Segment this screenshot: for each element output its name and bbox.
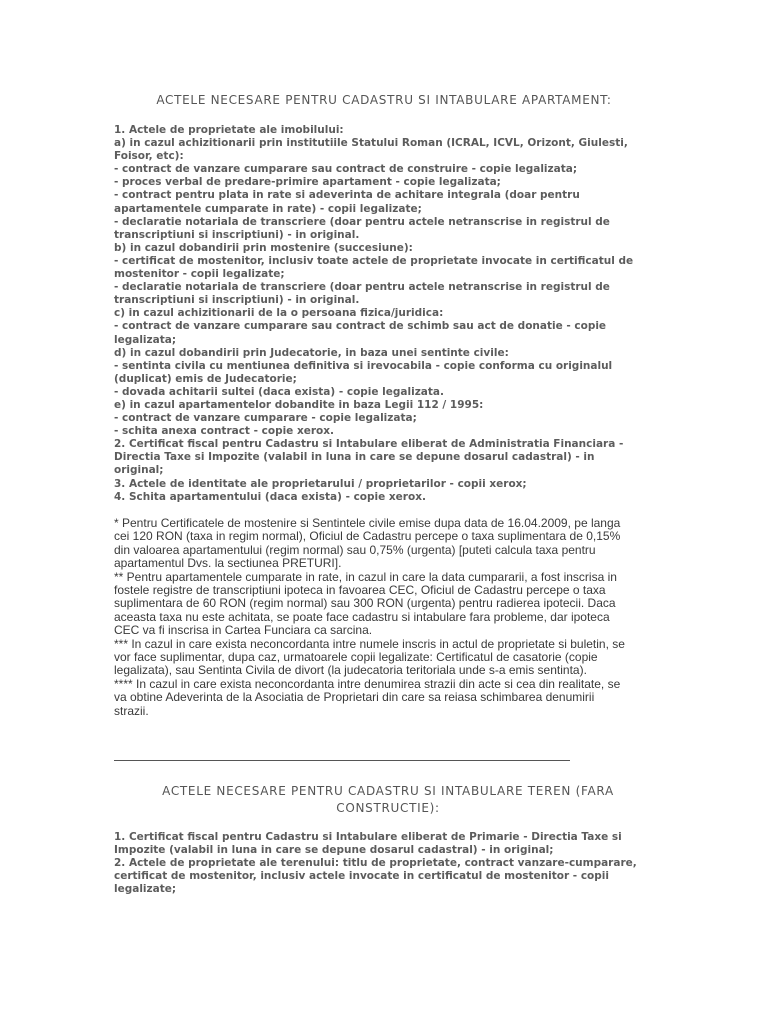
footnote-line: suplimentara de 60 RON (regim normal) sau 300 RON (urgenta) pentru radierea ipotecii. Daca bbox=[114, 596, 616, 611]
footnote-line: CEC va fi inscrisa in Cartea Funciara ca sarcina. bbox=[114, 623, 373, 638]
list-line: 2. Actele de proprietate ale terenului: titlu de proprietate, contract vanzare-cumparare, bbox=[114, 857, 637, 870]
footnote-line: *** In cazul in care exista neconcordanta intre numele inscris in actul de proprietate si buletin, se bbox=[114, 636, 625, 651]
list-line: (duplicat) emis de Judecatorie; bbox=[114, 372, 297, 385]
list-line: Directia Taxe si Impozite (valabil in luna in care se depune dosarul cadastral) - in bbox=[114, 451, 595, 464]
list-line: - contract de vanzare cumparare sau contract de schimb sau act de donatie - copie bbox=[114, 320, 607, 333]
list-line: - dovada achitarii sultei (daca exista) - copie legalizata. bbox=[114, 385, 444, 398]
list-line: a) in cazul achizitionarii prin institutiile Statului Roman (ICRAL, ICVL, Orizont, Giulesti, bbox=[114, 137, 628, 150]
land-title-line: ACTELE NECESARE PENTRU CADASTRU SI INTABULARE TEREN (FARA bbox=[162, 784, 614, 798]
list-line: c) in cazul achizitionarii de la o persoana fizica/juridica: bbox=[114, 307, 444, 320]
list-line: 2. Certificat fiscal pentru Cadastru si Intabulare eliberat de Administratia Financiara - bbox=[114, 438, 624, 451]
list-line: b) in cazul dobandirii prin mostenire (succesiune): bbox=[114, 241, 413, 254]
list-line: e) in cazul apartamentelor dobandite in baza Legii 112 / 1995: bbox=[114, 398, 484, 411]
list-line: certificat de mostenitor, inclusiv actele invocate in certificatul de mostenitor - copii bbox=[114, 870, 609, 883]
list-line: 1. Actele de proprietate ale imobilului: bbox=[114, 124, 344, 136]
land-requirements-list bbox=[114, 831, 654, 896]
footnotes bbox=[114, 517, 654, 718]
land-title-line: CONSTRUCTIE): bbox=[336, 801, 440, 815]
list-line: 4. Schita apartamentului (daca exista) - copie xerox. bbox=[114, 490, 426, 503]
footnote-line: apartamentul Dvs. la sectiunea PRETURI]. bbox=[114, 556, 342, 571]
footnote-line: cei 120 RON (taxa in regim normal), Oficiul de Cadastru percepe o taxa suplimentara de 0,15% bbox=[114, 529, 621, 544]
list-line: original; bbox=[114, 464, 164, 477]
list-line: Impozite (valabil in luna in care se depune dosarul cadastral) - in original; bbox=[114, 844, 554, 857]
list-line: - proces verbal de predare-primire apartament - copie legalizata; bbox=[114, 176, 501, 189]
list-line: - contract pentru plata in rate si adeverinta de achitare integrala (doar pentru bbox=[114, 189, 580, 202]
land-section-title bbox=[118, 783, 658, 817]
footnote-line: **** In cazul in care exista neconcordanta intre denumirea strazii din acte si cea din realitate, se bbox=[114, 676, 621, 691]
list-line: legalizate; bbox=[114, 883, 177, 896]
footnote-line: strazii. bbox=[114, 703, 149, 718]
footnote-line: vor face suplimentar, dupa caz, urmatoarele copii legalizate: Certificatul de casatorie (copie bbox=[114, 650, 598, 665]
list-line: transcriptiuni si inscriptiuni) - in original. bbox=[114, 294, 360, 307]
list-line: apartamentele cumparate in rate) - copii legalizate; bbox=[114, 202, 422, 215]
footnote-line: fostele registre de transcriptiuni ipoteca in favoarea CEC, Oficiul de Cadastru percepe o taxa bbox=[114, 583, 606, 598]
list-line: - declaratie notariala de transcriere (doar pentru actele netranscrise in registrul de bbox=[114, 281, 610, 294]
list-line: 3. Actele de identitate ale proprietarului / proprietarilor - copii xerox; bbox=[114, 477, 527, 490]
footnote-line: ** Pentru apartamentele cumparate in rate, in cazul in care la data cumpararii, a fost inscrisa in bbox=[114, 569, 617, 584]
footnote-line: va obtine Adeverinta de la Asociatia de Proprietari din care sa reiasa schimbarea denumirii bbox=[114, 690, 595, 705]
list-line: mostenitor - copii legalizate; bbox=[114, 268, 285, 281]
footnote-line: aceasta taxa nu este achitata, se poate face cadastru si intabulare fara probleme, dar ipoteca bbox=[114, 609, 610, 624]
section-divider bbox=[114, 760, 570, 761]
list-line: legalizata; bbox=[114, 333, 177, 346]
list-line: - certificat de mostenitor, inclusiv toate actele de proprietate invocate in certificatul de bbox=[114, 254, 634, 267]
list-line: - declaratie notariala de transcriere (doar pentru actele netranscrise in registrul de bbox=[114, 215, 610, 228]
list-line: transcriptiuni si inscriptiuni) - in original. bbox=[114, 228, 360, 241]
footnote-line: * Pentru Certificatele de mostenire si Sentintele civile emise dupa data de 16.04.2009, pe langa bbox=[114, 516, 621, 530]
footnote-line: din valoarea apartamentului (regim normal) sau 0,75% (urgenta) [puteti calcula taxa pentru bbox=[114, 542, 596, 557]
list-line: - contract de vanzare cumparare - copie legalizata; bbox=[114, 412, 417, 425]
footnote-line: legalizata), sau Sentinta Civila de divort (la judecatoria teritoriala unde s-a emis sentinta). bbox=[114, 663, 587, 678]
list-line: Foisor, etc): bbox=[114, 150, 184, 163]
apartment-requirements-list bbox=[114, 124, 654, 504]
apartment-section-title: ACTELE NECESARE PENTRU CADASTRU SI INTABULARE APARTAMENT: bbox=[156, 93, 612, 107]
list-line: 1. Certificat fiscal pentru Cadastru si Intabulare eliberat de Primarie - Directia Taxe si bbox=[114, 831, 622, 843]
list-line: - sentinta civila cu mentiunea definitiva si irevocabila - copie conforma cu originalul bbox=[114, 359, 613, 372]
list-line: - schita anexa contract - copie xerox. bbox=[114, 425, 335, 438]
list-line: d) in cazul dobandirii prin Judecatorie, in baza unei sentinte civile: bbox=[114, 346, 509, 359]
list-line: - contract de vanzare cumparare sau contract de construire - copie legalizata; bbox=[114, 163, 578, 176]
